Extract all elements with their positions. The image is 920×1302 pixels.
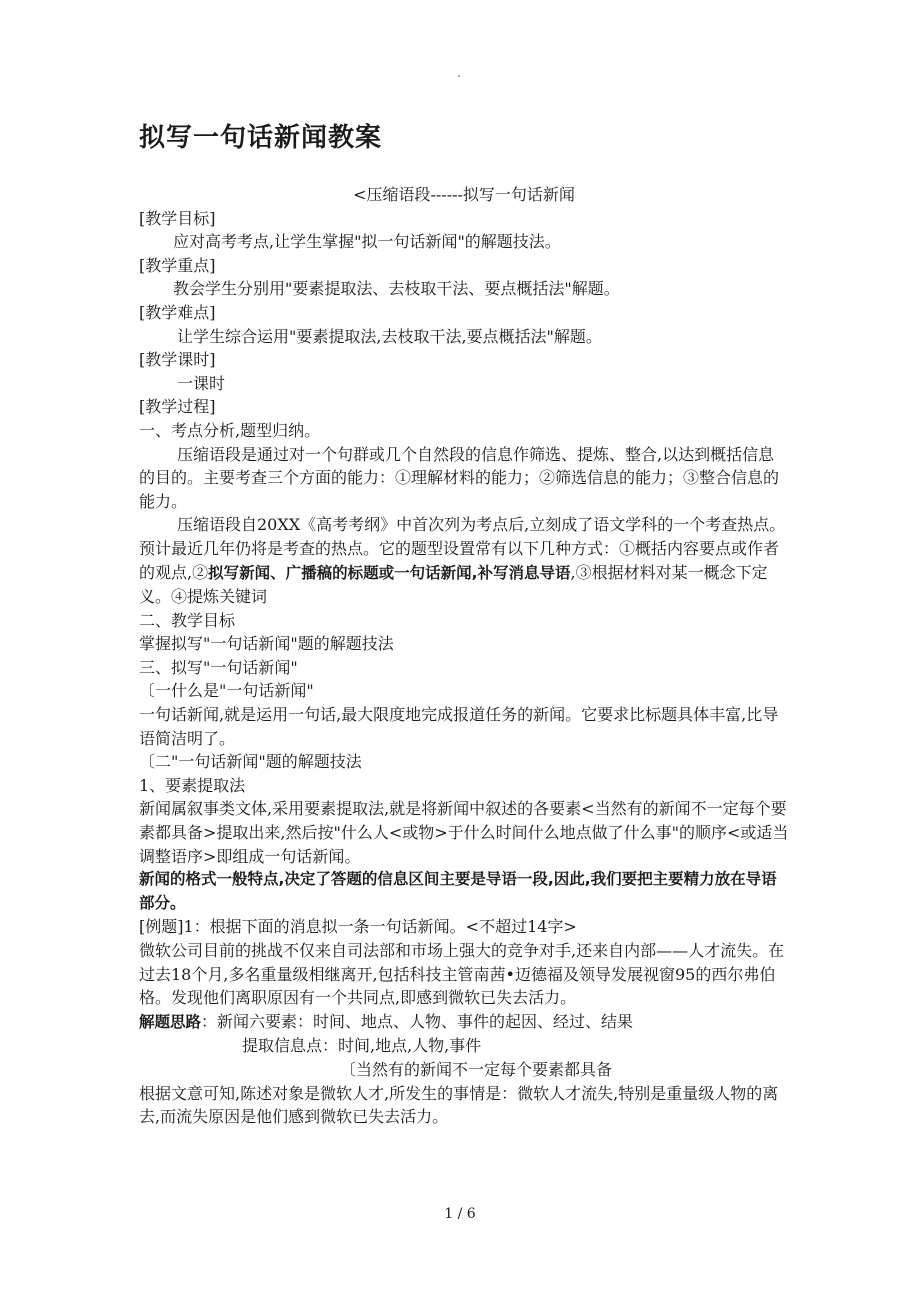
method-1-bold-note: 新闻的格式一般特点,决定了答题的信息区间主要是导语一段,因此,我们要把主要精力放在导语部分。 (139, 870, 777, 912)
paragraph-2-start: 压缩语段自20XX《高考考纲》中首次列为考点后,立刻成了语文学科的一个考查热点。预计最近几年仍将是考查的热点。它的题型设置常有以下几种方式：①概括内容要点或作者的观点,② (139, 515, 786, 582)
section-1-heading: 一、考点分析,题型归纳。 (139, 420, 321, 440)
example-1-text: 微软公司目前的挑战不仅来自司法部和市场上强大的竞争对手,还来自内部——人才流失。在过去18个月,多名重量级相继离开,包括科技主管南茜•迈德福及领导发展视窗95的西尔弗伯格。发现他们离职原因有一个共同点,即感到微软已失去活力。 (139, 941, 785, 1008)
difficulty-heading: [教学难点] (139, 302, 216, 322)
paragraph-2-bold: 拟写新闻、广播稿的标题或一句话新闻,补写消息导语 (208, 563, 571, 582)
method-1-text: 新闻属叙事类文体,采用要素提取法,就是将新闻中叙述的各要素<当然有的新闻不一定每个要素都具备>提取出来,然后按"什么人<或物>于什么时间什么地点做了什么事"的顺序<或适当调整语序>即组成一句话新闻。 (139, 799, 789, 866)
section-3-sub-2: 〔二"一句话新闻"题的解题技法 (139, 752, 362, 772)
answer-extract: 提取信息点：时间,地点,人物,事件 (242, 1036, 482, 1056)
section-2-heading: 二、教学目标 (139, 610, 236, 630)
key-text: 教会学生分别用"要素提取法、去枝取干法、要点概括法"解题。 (173, 279, 620, 299)
process-heading: [教学过程] (139, 397, 216, 417)
answer-final: 根据文意可知,陈述对象是微软人才,所发生的事情是：微软人才流失,特别是重量级人物的离去,而流失原因是他们感到微软已失去活力。 (139, 1083, 779, 1127)
section-1-paragraph-2 (139, 513, 789, 608)
answer-approach (139, 1010, 789, 1035)
goal-heading: [教学目标] (139, 208, 216, 228)
method-1-heading: 1、要素提取法 (139, 775, 246, 795)
hours-text: 一课时 (177, 373, 226, 393)
section-3-sub-1: 〔一什么是"一句话新闻" (139, 681, 314, 701)
section-1-paragraph-1: 压缩语段是通过对一个句群或几个自然段的信息作筛选、提炼、整合,以达到概括信息的目的。主要考查三个方面的能力：①理解材料的能力；②筛选信息的能力；③整合信息的能力。 (139, 444, 780, 511)
hours-heading: [教学课时] (139, 350, 216, 370)
subtitle: <压缩语段------拟写一句话新闻 (353, 185, 575, 204)
page-number: 1 / 6 (444, 1206, 476, 1222)
header-mark: . (457, 66, 461, 80)
example-1-question: [例题]1：根据下面的消息拟一条一句话新闻。<不超过14字> (139, 917, 577, 937)
section-3-definition: 一句话新闻,就是运用一句话,最大限度地完成报道任务的新闻。它要求比标题具体丰富,比导语简洁明了。 (139, 705, 779, 748)
section-3-heading: 三、拟写"一句话新闻" (139, 657, 298, 677)
answer-note: 〔当然有的新闻不一定每个要素都具备 (340, 1059, 613, 1079)
document-title: 拟写一句话新闻教案 (139, 123, 383, 153)
difficulty-text: 让学生综合运用"要素提取法,去枝取干法,要点概括法"解题。 (177, 326, 602, 346)
answer-label: 解题思路 (139, 1012, 202, 1031)
section-2-text: 掌握拟写"一句话新闻"题的解题技法 (139, 634, 394, 654)
key-heading: [教学重点] (139, 255, 216, 275)
paragraph-2-end: ,③根据材料对某一概念下定义。④提炼关键词 (139, 562, 768, 607)
document-body (139, 183, 789, 1129)
answer-elements: ：新闻六要素：时间、地点、人物、事件的起因、经过、结果 (201, 1011, 634, 1031)
goal-text: 应对高考考点,让学生掌握"拟一句话新闻"的解题技法。 (173, 232, 561, 252)
